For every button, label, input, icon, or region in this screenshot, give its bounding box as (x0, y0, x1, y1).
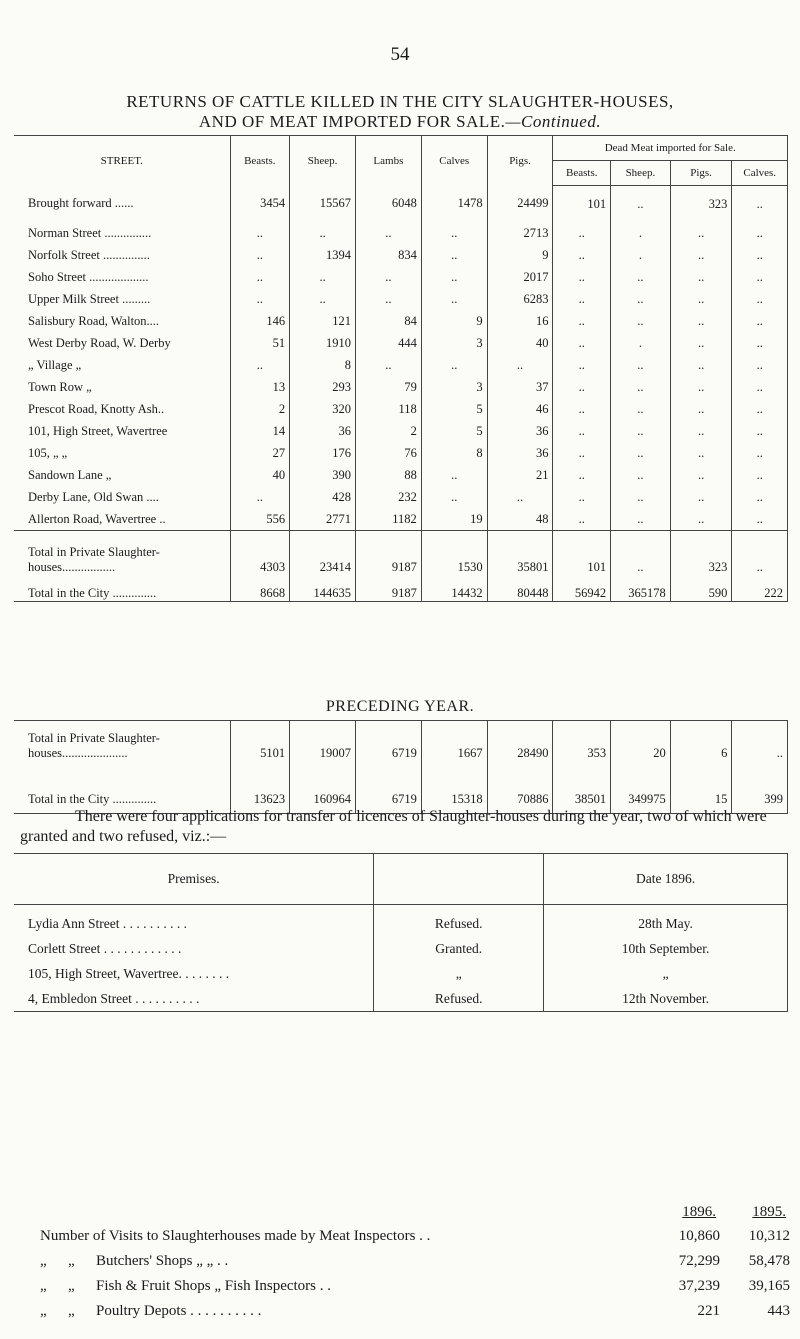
table-cell: 2 (230, 398, 290, 420)
table-cell: 5 (421, 420, 487, 442)
visits-1895: 443 (767, 1303, 790, 1319)
table-cell: 121 (290, 310, 356, 332)
table-cell: .. (732, 288, 788, 310)
visits-1896: 72,299 (678, 1253, 720, 1269)
preceding-cell: 28490 (487, 721, 553, 768)
table-cell: .. (732, 508, 788, 531)
table-cell: .. (553, 398, 611, 420)
ditto-mark: „ (68, 1278, 75, 1294)
header-dm-pigs: Pigs. (670, 161, 732, 186)
total-cell: 101 (553, 531, 611, 576)
table-cell: .. (670, 266, 732, 288)
header-date: Date 1896. (544, 854, 788, 905)
street-name: 101, High Street, Wavertree (14, 420, 230, 442)
header-street: STREET. (14, 136, 230, 186)
title-line-2-text: AND OF MEAT IMPORTED FOR SALE. (198, 112, 506, 131)
preceding-cell: 160964 (290, 767, 356, 814)
table-cell: .. (611, 486, 671, 508)
table-cell: 36 (290, 420, 356, 442)
table-cell: .. (670, 310, 732, 332)
table-row (14, 508, 788, 531)
table-cell: .. (421, 288, 487, 310)
preceding-label: Total in the City .............. (14, 767, 230, 814)
total-cell: 590 (670, 575, 732, 602)
header-dm-calves: Calves. (732, 161, 788, 186)
street-name: Prescot Road, Knotty Ash.. (14, 398, 230, 420)
date-cell: 12th November. (544, 986, 788, 1012)
table-row (14, 310, 788, 332)
table-cell: 2017 (487, 266, 553, 288)
visits-1895: 39,165 (748, 1278, 790, 1294)
preceding-cell: .. (732, 721, 788, 768)
decision-cell: „ (374, 961, 544, 986)
table-row (14, 222, 788, 244)
table-row (14, 464, 788, 486)
total-cell: 323 (670, 531, 732, 576)
table-cell: .. (421, 266, 487, 288)
decision-cell: Refused. (374, 905, 544, 937)
visits-year-1896: 1896. (682, 1203, 716, 1220)
table-cell: .. (611, 266, 671, 288)
table-cell: 8 (421, 442, 487, 464)
title-continued: —Continued. (505, 112, 602, 131)
table-cell: 40 (487, 332, 553, 354)
table-cell: .. (290, 266, 356, 288)
header-dm-sheep: Sheep. (611, 161, 671, 186)
preceding-cell: 15318 (421, 767, 487, 814)
table-cell: .. (732, 398, 788, 420)
table-cell: .. (732, 310, 788, 332)
street-name: West Derby Road, W. Derby (14, 332, 230, 354)
visits-label-cell (40, 1224, 650, 1249)
preceding-rows (14, 721, 788, 814)
total-cell: 80448 (487, 575, 553, 602)
date-cell: 28th May. (544, 905, 788, 937)
visits-header-blank (40, 1200, 650, 1224)
table-cell: .. (553, 508, 611, 531)
table-row (14, 266, 788, 288)
total-row (14, 575, 788, 602)
table-cell: .. (553, 310, 611, 332)
table-cell: .. (421, 222, 487, 244)
total-cell: .. (611, 531, 671, 576)
street-name: „ Village „ (14, 354, 230, 376)
table-cell: 36 (487, 420, 553, 442)
table-cell: .. (611, 186, 671, 223)
total-label: Total in the City .............. (14, 575, 230, 602)
header-beasts: Beasts. (230, 136, 290, 186)
header-sheep: Sheep. (290, 136, 356, 186)
table-cell: 293 (290, 376, 356, 398)
table-cell: 48 (487, 508, 553, 531)
street-rows (14, 186, 788, 531)
preceding-cell: 70886 (487, 767, 553, 814)
visits-1896: 221 (697, 1303, 720, 1319)
total-cell: 9187 (355, 531, 421, 576)
ditto-mark: „ (68, 1303, 75, 1319)
visits-label: Fish & Fruit Shops „ Fish Inspectors . . (96, 1278, 332, 1294)
table-cell: .. (553, 420, 611, 442)
table-cell: .. (732, 486, 788, 508)
table-cell: 3454 (230, 186, 290, 223)
table-cell: 51 (230, 332, 290, 354)
premises-cell: Lydia Ann Street . . . . . . . . . . (14, 905, 374, 937)
visits-year-1895: 1895. (752, 1203, 786, 1220)
table-row (14, 376, 788, 398)
table-row (14, 486, 788, 508)
table-row (14, 398, 788, 420)
table-cell: 24499 (487, 186, 553, 223)
visits-1895: 58,478 (748, 1253, 790, 1269)
table-cell: .. (553, 332, 611, 354)
table-cell: .. (553, 288, 611, 310)
table-cell: .. (421, 244, 487, 266)
total-cell: 8668 (230, 575, 290, 602)
table-cell: .. (611, 398, 671, 420)
table-cell: 46 (487, 398, 553, 420)
table-cell: .. (732, 222, 788, 244)
visits-row (40, 1224, 790, 1249)
preceding-year-table (14, 720, 788, 814)
table-cell: .. (553, 442, 611, 464)
application-row (14, 986, 788, 1012)
visits-label-cell (40, 1299, 650, 1324)
table-row (14, 332, 788, 354)
table-cell: 14 (230, 420, 290, 442)
header-dm-beasts: Beasts. (553, 161, 611, 186)
table-cell: . (611, 222, 671, 244)
preceding-cell: 1667 (421, 721, 487, 768)
table-cell: .. (611, 310, 671, 332)
preceding-cell: 353 (553, 721, 611, 768)
table-cell: . (611, 332, 671, 354)
table-cell: .. (611, 354, 671, 376)
table-cell: .. (421, 464, 487, 486)
table-cell: 8 (290, 354, 356, 376)
preceding-cell: 6719 (355, 721, 421, 768)
table-cell: 15567 (290, 186, 356, 223)
table-cell: .. (230, 288, 290, 310)
table-cell: .. (230, 354, 290, 376)
table-cell: 146 (230, 310, 290, 332)
table-cell: . (611, 244, 671, 266)
visits-table (40, 1200, 790, 1324)
table-cell: .. (611, 442, 671, 464)
street-name: Upper Milk Street ......... (14, 288, 230, 310)
table-cell: .. (732, 442, 788, 464)
visits-1896: 37,239 (678, 1278, 720, 1294)
preceding-cell: 5101 (230, 721, 290, 768)
table-cell: .. (670, 244, 732, 266)
table-cell: 2 (355, 420, 421, 442)
header-lambs: Lambs (355, 136, 421, 186)
application-row (14, 905, 788, 937)
table-row (14, 288, 788, 310)
header-premises: Premises. (14, 854, 374, 905)
premises-cell: 4, Embledon Street . . . . . . . . . . (14, 986, 374, 1012)
street-name: Norfolk Street ............... (14, 244, 230, 266)
table-cell: 1394 (290, 244, 356, 266)
table-cell: .. (230, 266, 290, 288)
street-name: Derby Lane, Old Swan .... (14, 486, 230, 508)
table-cell: 84 (355, 310, 421, 332)
page-title (20, 92, 780, 132)
table-cell: 6283 (487, 288, 553, 310)
table-cell: .. (732, 266, 788, 288)
table-cell: 6048 (355, 186, 421, 223)
table-cell: .. (732, 376, 788, 398)
table-cell: .. (290, 288, 356, 310)
visits-rows (40, 1224, 790, 1324)
table-cell: 176 (290, 442, 356, 464)
table-cell: 36 (487, 442, 553, 464)
total-label: Total in Private Slaughter-houses................. (14, 531, 230, 576)
table-cell: 16 (487, 310, 553, 332)
table-cell: 428 (290, 486, 356, 508)
table-cell: 9 (487, 244, 553, 266)
total-cell: 14432 (421, 575, 487, 602)
table-cell: .. (230, 244, 290, 266)
table-cell: .. (732, 354, 788, 376)
table-cell: 27 (230, 442, 290, 464)
table-row (14, 186, 788, 223)
table-cell: .. (732, 186, 788, 223)
table-cell: 5 (421, 398, 487, 420)
table-cell: .. (670, 354, 732, 376)
street-name: Norman Street ............... (14, 222, 230, 244)
table-cell: 19 (421, 508, 487, 531)
table-row (14, 442, 788, 464)
table-cell: 118 (355, 398, 421, 420)
preceding-label: Total in Private Slaughter-houses..................... (14, 721, 230, 768)
table-cell: .. (670, 332, 732, 354)
table-cell: 40 (230, 464, 290, 486)
total-cell: 4303 (230, 531, 290, 576)
table-cell: .. (355, 354, 421, 376)
street-name: Town Row „ (14, 376, 230, 398)
table-cell: .. (290, 222, 356, 244)
table-row (14, 354, 788, 376)
preceding-cell: 349975 (611, 767, 671, 814)
preceding-cell: 399 (732, 767, 788, 814)
table-cell: 320 (290, 398, 356, 420)
header-pigs: Pigs. (487, 136, 553, 186)
total-rows (14, 531, 788, 602)
table-cell: .. (355, 266, 421, 288)
table-cell: .. (487, 486, 553, 508)
table-cell: .. (611, 376, 671, 398)
visits-label-cell (40, 1274, 650, 1299)
table-cell: 323 (670, 186, 732, 223)
table-cell: .. (732, 332, 788, 354)
ditto-mark: „ (40, 1303, 47, 1319)
total-cell: 23414 (290, 531, 356, 576)
table-cell: .. (670, 442, 732, 464)
total-cell: 144635 (290, 575, 356, 602)
table-cell: .. (732, 244, 788, 266)
page-number: 54 (390, 44, 410, 65)
preceding-year-heading: PRECEDING YEAR. (325, 698, 475, 715)
decision-cell: Refused. (374, 986, 544, 1012)
table-cell: 444 (355, 332, 421, 354)
table-cell: .. (553, 266, 611, 288)
header-dead-meat: Dead Meat imported for Sale. (553, 136, 788, 161)
table-cell: .. (421, 354, 487, 376)
street-name: Soho Street ................... (14, 266, 230, 288)
preceding-cell: 15 (670, 767, 732, 814)
table-cell: .. (732, 464, 788, 486)
cattle-returns-table (14, 135, 788, 602)
total-cell: 1530 (421, 531, 487, 576)
decision-cell: Granted. (374, 936, 544, 961)
table-cell: .. (611, 288, 671, 310)
table-cell: .. (732, 420, 788, 442)
table-row (14, 244, 788, 266)
table-cell: 1478 (421, 186, 487, 223)
table-cell: 101 (553, 186, 611, 223)
visits-label: Butchers' Shops „ „ . . (96, 1253, 229, 1269)
visits-row (40, 1274, 790, 1299)
total-cell: 222 (732, 575, 788, 602)
table-cell: .. (611, 508, 671, 531)
table-cell: .. (230, 222, 290, 244)
application-row (14, 936, 788, 961)
table-cell: .. (611, 464, 671, 486)
header-decision (374, 854, 544, 905)
street-name: Allerton Road, Wavertree .. (14, 508, 230, 531)
application-rows (14, 905, 788, 1012)
table-cell: 79 (355, 376, 421, 398)
table-cell: .. (553, 222, 611, 244)
table-cell: .. (670, 398, 732, 420)
visits-1896: 10,860 (678, 1228, 720, 1244)
applications-table (14, 853, 788, 1012)
preceding-row (14, 721, 788, 768)
table-cell: 21 (487, 464, 553, 486)
table-cell: .. (670, 420, 732, 442)
table-cell: .. (553, 486, 611, 508)
total-cell: 365178 (611, 575, 671, 602)
table-cell: .. (553, 376, 611, 398)
date-cell: „ (544, 961, 788, 986)
table-cell: 232 (355, 486, 421, 508)
table-cell: .. (230, 486, 290, 508)
table-row (14, 420, 788, 442)
premises-cell: Corlett Street . . . . . . . . . . . . (14, 936, 374, 961)
table-cell: 2713 (487, 222, 553, 244)
preceding-cell: 19007 (290, 721, 356, 768)
table-cell: 3 (421, 332, 487, 354)
header-calves: Calves (421, 136, 487, 186)
table-cell: .. (553, 244, 611, 266)
table-cell: .. (670, 464, 732, 486)
ditto-mark: „ (40, 1278, 47, 1294)
visits-label: Poultry Depots . . . . . . . . . . (96, 1303, 262, 1319)
table-cell: 3 (421, 376, 487, 398)
preceding-cell: 6 (670, 721, 732, 768)
table-cell: .. (487, 354, 553, 376)
street-name: Sandown Lane „ (14, 464, 230, 486)
table-cell: .. (355, 222, 421, 244)
table-cell: .. (670, 376, 732, 398)
transfer-paragraph: There were four applications for transfer of licences of Slaughter-houses during the year, two of which were granted and two refused, viz.:— (20, 808, 767, 845)
total-cell: 56942 (553, 575, 611, 602)
total-cell: 35801 (487, 531, 553, 576)
table-cell: .. (611, 420, 671, 442)
title-line-1: RETURNS OF CATTLE KILLED IN THE CITY SLAUGHTER-HOUSES, (126, 92, 674, 111)
street-name: Salisbury Road, Walton.... (14, 310, 230, 332)
table-cell: 37 (487, 376, 553, 398)
visits-1895: 10,312 (748, 1228, 790, 1244)
date-cell: 10th September. (544, 936, 788, 961)
ditto-mark: „ (40, 1253, 47, 1269)
table-cell: .. (670, 486, 732, 508)
total-cell: 9187 (355, 575, 421, 602)
street-name: Brought forward ...... (14, 186, 230, 223)
table-cell: .. (553, 464, 611, 486)
total-cell: .. (732, 531, 788, 576)
table-cell: .. (553, 354, 611, 376)
table-cell: 1182 (355, 508, 421, 531)
table-cell: 390 (290, 464, 356, 486)
total-row (14, 531, 788, 576)
preceding-cell: 20 (611, 721, 671, 768)
preceding-cell: 6719 (355, 767, 421, 814)
table-cell: .. (670, 508, 732, 531)
premises-cell: 105, High Street, Wavertree. . . . . . . . (14, 961, 374, 986)
table-cell: 2771 (290, 508, 356, 531)
table-cell: 88 (355, 464, 421, 486)
visits-label: Number of Visits to Slaughterhouses made by Meat Inspectors . . (40, 1228, 431, 1244)
preceding-cell: 13623 (230, 767, 290, 814)
table-cell: 76 (355, 442, 421, 464)
application-row (14, 961, 788, 986)
preceding-cell: 38501 (553, 767, 611, 814)
table-cell: .. (355, 288, 421, 310)
street-name: 105, „ „ (14, 442, 230, 464)
visits-row (40, 1249, 790, 1274)
table-cell: .. (670, 288, 732, 310)
table-cell: 13 (230, 376, 290, 398)
table-cell: .. (421, 486, 487, 508)
table-cell: 834 (355, 244, 421, 266)
table-cell: 9 (421, 310, 487, 332)
visits-row (40, 1299, 790, 1324)
ditto-mark: „ (68, 1253, 75, 1269)
visits-label-cell (40, 1249, 650, 1274)
table-cell: 1910 (290, 332, 356, 354)
table-cell: .. (670, 222, 732, 244)
table-cell: 556 (230, 508, 290, 531)
title-line-2 (20, 112, 780, 132)
